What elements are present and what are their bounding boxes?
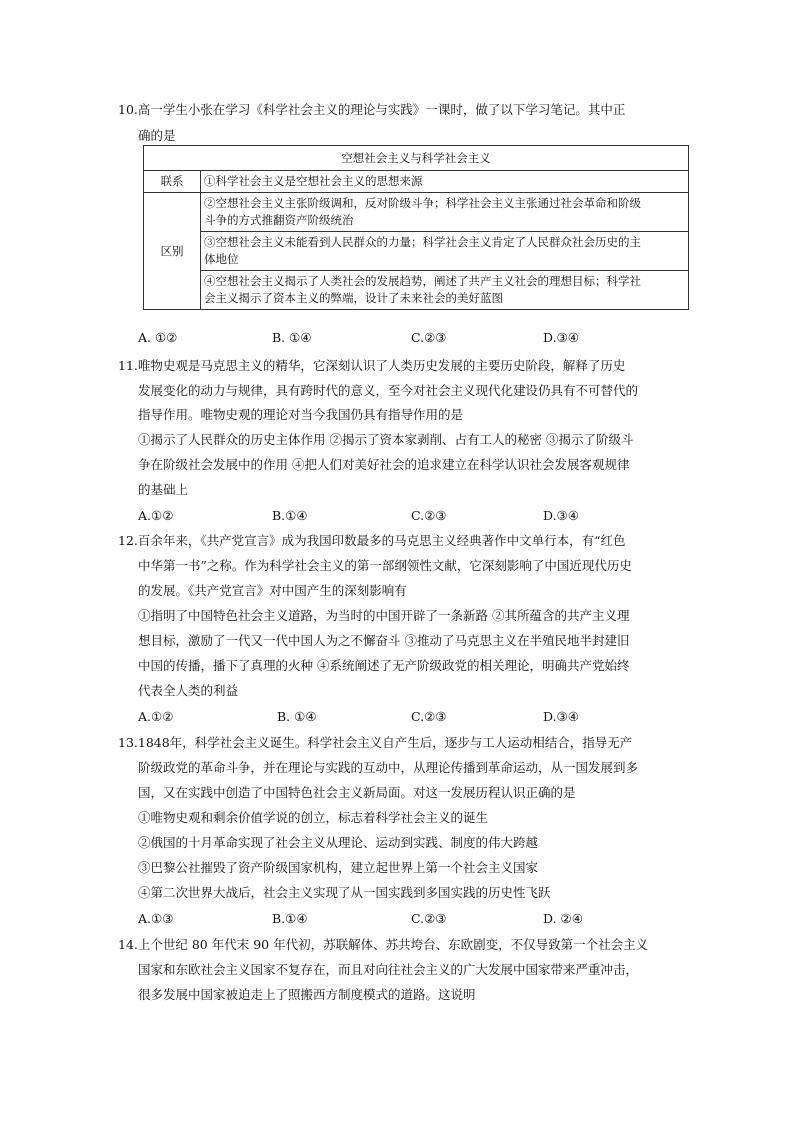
option-a[interactable]: A. ①②	[138, 330, 178, 345]
option-d[interactable]: D.③④	[543, 508, 579, 523]
table-label-diff: 区别	[144, 193, 201, 310]
question-12-stem-line: 代表全人类的利益	[138, 683, 239, 698]
question-12-stem-line: 12.百余年来，《共产党宣言》成为我国印数最多的马克思主义经典著作中文单行本，有“红色	[118, 533, 626, 548]
table-cell	[201, 271, 689, 310]
table-cell-line: ④空想社会主义揭示了人类社会的发展趋势，阐述了共产主义社会的理想目标；科学社	[204, 274, 641, 288]
question-11-options	[138, 506, 678, 526]
option-b[interactable]: B. ①④	[277, 709, 317, 724]
question-11-stem-line: 争在阶级社会发展中的作用 ④把人们对美好社会的追求建立在科学认识社会发展客观规律	[138, 457, 630, 472]
table-cell-line: ②空想社会主义主张阶级调和，反对阶级斗争；科学社会主义主张通过社会革命和阶级	[204, 196, 641, 210]
option-d[interactable]: D.③④	[543, 709, 579, 724]
table-row	[144, 171, 689, 193]
question-12-stem-line: ①指明了中国特色社会主义道路，为当时的中国开辟了一条新路 ②其所蕴含的共产主义理	[138, 608, 630, 623]
table-cell	[201, 232, 689, 271]
table-header: 空想社会主义与科学社会主义	[144, 146, 689, 171]
table-row	[144, 271, 689, 310]
question-12-stem-line: 想目标，激励了一代又一代中国人为之不懈奋斗 ③推动了马克思主义在半殖民地半封建旧	[138, 633, 630, 648]
comparison-table	[143, 145, 689, 310]
question-11-stem-line: 11.唯物史观是马克思主义的精华，它深刻认识了人类历史发展的主要历史阶段，解释了历史	[118, 358, 626, 373]
question-13-stem-line: ②俄国的十月革命实现了社会主义从理论、运动到实践、制度的伟大跨越	[138, 835, 539, 850]
question-14-stem-line: 很多发展中国家被迫走上了照搬西方制度模式的道路。这说明	[138, 987, 476, 1002]
question-13-stem-line: 阶级政党的革命斗争，并在理论与实践的互动中，从理论传播到革命运动，从一国发展到多	[138, 760, 639, 775]
table-row	[144, 146, 689, 171]
option-c[interactable]: C.②③	[411, 911, 447, 926]
question-13-stem-line: ③巴黎公社摧毁了资产阶级国家机构，建立起世界上第一个社会主义国家	[138, 860, 539, 875]
table-row	[144, 232, 689, 271]
option-a[interactable]: A.①②	[138, 508, 174, 523]
option-b[interactable]: B. ①④	[272, 330, 312, 345]
table-cell-line: ③空想社会主义未能看到人民群众的力量；科学社会主义肯定了人民群众社会历史的主	[204, 235, 641, 249]
question-12-stem-line: 中华第一书”之称。作为科学社会主义的第一部纲领性文献，它深刻影响了中国近现代历史	[138, 558, 632, 573]
question-13-options	[138, 909, 678, 929]
question-10-stem-line: 确的是	[138, 128, 176, 143]
option-a[interactable]: A.①②	[138, 709, 174, 724]
table-cell-line: 体地位	[204, 252, 239, 266]
table-cell-line: 会主义揭示了资本主义的弊端，设计了未来社会的美好蓝图	[204, 291, 503, 305]
question-11-stem-line: 的基础上	[138, 482, 189, 497]
question-11-stem-line: 发展变化的动力与规律，具有跨时代的意义，至今对社会主义现代化建设仍具有不可替代的	[138, 383, 639, 398]
question-12-stem-line: 中国的传播，播下了真理的火种 ④系统阐述了无产阶级政党的相关理论，明确共产党始终	[138, 658, 630, 673]
question-13-stem-line: 13.1848年，科学社会主义诞生。科学社会主义自产生后，逐步与工人运动相结合，指导无产	[118, 735, 633, 750]
question-13-stem-line: ④第二次世界大战后，社会主义实现了从一国实践到多国实践的历史性飞跃	[138, 885, 551, 900]
question-14-stem-line: 14.上个世纪 80 年代末 90 年代初，苏联解体、苏共垮台、东欧剧变，不仅导致第一个社会主义	[118, 937, 649, 952]
option-b[interactable]: B.①④	[272, 911, 308, 926]
table-cell: ①科学社会主义是空想社会主义的思想来源	[201, 171, 689, 193]
question-12-stem-line: 的发展。《共产党宣言》对中国产生的深刻影响有	[138, 583, 407, 598]
question-14-stem-line: 国家和东欧社会主义国家不复存在，而且对向往社会主义的广大发展中国家带来严重冲击，	[138, 962, 639, 977]
option-c[interactable]: C.②③	[411, 709, 447, 724]
option-d[interactable]: D. ②④	[543, 911, 583, 926]
question-12-options	[138, 707, 678, 727]
table-row	[144, 193, 689, 232]
option-a[interactable]: A.①③	[138, 911, 174, 926]
option-b[interactable]: B.①④	[272, 508, 308, 523]
option-c[interactable]: C.②③	[411, 330, 447, 345]
question-10-options	[138, 328, 678, 348]
question-13-stem-line: 国，又在实践中创造了中国特色社会主义新局面。对这一发展历程认识正确的是	[138, 785, 576, 800]
question-10-stem-line: 10.高一学生小张在学习《科学社会主义的理论与实践》一课时，做了以下学习笔记。其中正	[118, 102, 626, 117]
table-cell-line: 斗争的方式推翻资产阶级统治	[204, 213, 354, 227]
question-13-stem-line: ①唯物史观和剩余价值学说的创立，标志着科学社会主义的诞生	[138, 810, 489, 825]
option-c[interactable]: C.②③	[411, 508, 447, 523]
table-cell	[201, 193, 689, 232]
question-11-stem-line: ①揭示了人民群众的历史主体作用 ②揭示了资本家剥削、占有工人的秘密 ③揭示了阶级斗	[138, 432, 634, 447]
table-label-link: 联系	[144, 171, 201, 193]
option-d[interactable]: D.③④	[543, 330, 579, 345]
question-11-stem-line: 指导作用。唯物史观的理论对当今我国仍具有指导作用的是	[138, 407, 464, 422]
